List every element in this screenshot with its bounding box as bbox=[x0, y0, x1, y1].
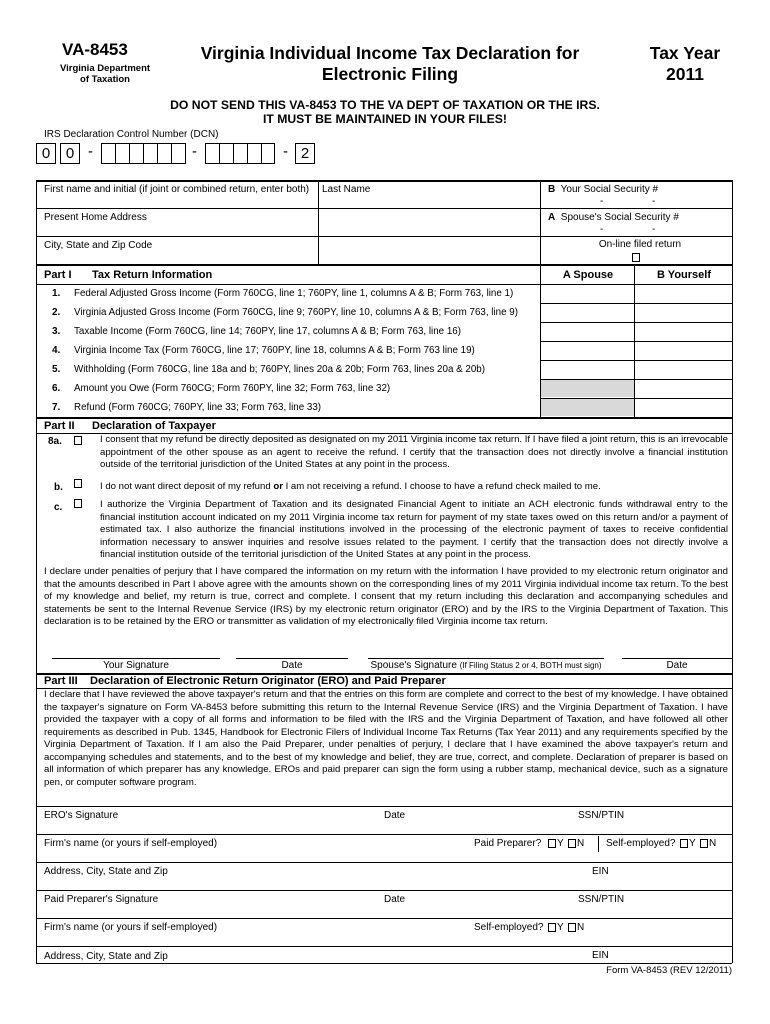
part1-line-spouse-amount[interactable] bbox=[541, 361, 633, 379]
dcn-segment-2[interactable] bbox=[205, 143, 275, 164]
ero-self-employed-yes-label: Y bbox=[689, 838, 696, 849]
part1-line-number: 5. bbox=[52, 364, 61, 375]
part1-line-number: 1. bbox=[52, 288, 61, 299]
part1-label: Part I bbox=[44, 269, 72, 281]
opt-8c-text: I authorize the Virginia Department of Taxation and its designated Financial Agent to initiate an ACH electronic funds withdrawal entry to the financial institution account indicated on my 2011 Virginia income tax return for payment of my state taxes owed on this return and/or a payment of estimated tax. I also authorize the financial institutions involved in the processing of the electronic payment of taxes to receive confidential information necessary to answer inquiries and resolve issues related to the payment. I certify that the transaction does not directly involve a financial institution outside of the territorial jurisdiction of the United States at any point in the process. bbox=[100, 499, 728, 560]
spouse-ssn-dash-2: - bbox=[652, 224, 656, 235]
spouse-ssn-field[interactable] bbox=[548, 212, 679, 224]
ero-date-field[interactable]: Date bbox=[384, 810, 406, 821]
city-state-zip-field[interactable]: City, State and Zip Code bbox=[44, 240, 153, 251]
paid-preparer-yes-label: Y bbox=[557, 838, 564, 849]
ssn-b-prefix: B bbox=[548, 184, 556, 195]
opt-8a-checkbox[interactable] bbox=[74, 436, 82, 445]
first-name-field[interactable]: First name and initial (if joint or combined return, enter both) bbox=[44, 184, 310, 195]
opt-8b-label: b. bbox=[54, 482, 63, 493]
part1-line-yourself-amount[interactable] bbox=[635, 323, 731, 341]
preparer-self-employed-yes-checkbox[interactable] bbox=[548, 923, 556, 932]
part1-line-yourself-amount[interactable] bbox=[635, 342, 731, 360]
preparer-date-field[interactable]: Date bbox=[384, 894, 406, 905]
part1-line-text: Withholding (Form 760CG, line 18a and b; 760PY, lines 20a & 20b; Form 763, lines 20a & 20b) bbox=[74, 364, 485, 375]
online-filed-checkbox[interactable] bbox=[632, 253, 640, 262]
ero-ein-field[interactable]: EIN bbox=[592, 866, 609, 877]
warning-line-2: IT MUST BE MAINTAINED IN YOUR FILES! bbox=[263, 112, 507, 126]
part1-line-text: Refund (Form 760CG; 760PY, line 33; Form 763, line 33) bbox=[74, 402, 322, 413]
dept-line-1: Virginia Department bbox=[59, 63, 151, 74]
part1-line-number: 6. bbox=[52, 383, 61, 394]
ero-signature-field[interactable]: ERO's Signature bbox=[44, 810, 119, 821]
dcn-dash-2: - bbox=[192, 143, 197, 160]
part1-line-spouse-amount[interactable] bbox=[541, 304, 633, 322]
amount-row-divider bbox=[540, 322, 732, 323]
col-b-yourself: B Yourself bbox=[657, 269, 711, 281]
ero-self-employed-no-checkbox[interactable] bbox=[700, 839, 708, 848]
part1-line-spouse-amount bbox=[541, 380, 633, 398]
dcn-digit-last[interactable]: 2 bbox=[295, 143, 315, 164]
spouse-signature-label: Spouse's Signature bbox=[370, 660, 457, 671]
preparer-ssn-ptin-field[interactable]: SSN/PTIN bbox=[578, 894, 625, 905]
preparer-self-employed-yes-label: Y bbox=[557, 922, 564, 933]
form-revision: Form VA-8453 (REV 12/2011) bbox=[606, 965, 732, 976]
ero-ssn-ptin-field[interactable]: SSN/PTIN bbox=[578, 810, 625, 821]
dcn-digit-2[interactable]: 0 bbox=[60, 143, 80, 164]
preparer-self-employed-no-label: N bbox=[577, 922, 585, 933]
opt-8b-checkbox[interactable] bbox=[74, 479, 82, 488]
part1-title: Tax Return Information bbox=[92, 269, 213, 281]
tax-year bbox=[630, 43, 740, 85]
spouse-signature-date[interactable]: Date bbox=[666, 660, 688, 671]
spouse-signature-note: (If Filing Status 2 or 4, BOTH must sign) bbox=[459, 661, 602, 670]
amount-row-divider bbox=[540, 303, 732, 304]
paid-preparer-no-checkbox[interactable] bbox=[568, 839, 576, 848]
ero-firm-name-field[interactable]: Firm's name (or yours if self-employed) bbox=[44, 838, 218, 849]
part1-line-text: Taxable Income (Form 760CG, line 14; 760PY, line 17, columns A & B; Form 763, line 16) bbox=[74, 326, 461, 337]
opt-8a-label: 8a. bbox=[48, 436, 62, 447]
opt-8b-or: or bbox=[273, 481, 283, 492]
opt-8b-text bbox=[100, 481, 728, 494]
preparer-firm-name-field[interactable]: Firm's name (or yours if self-employed) bbox=[44, 922, 218, 933]
ero-self-employed-yes-checkbox[interactable] bbox=[680, 839, 688, 848]
preparer-self-employed-question: Self-employed? bbox=[474, 922, 544, 933]
department-name bbox=[50, 63, 160, 85]
paid-preparer-question: Paid Preparer? bbox=[474, 838, 542, 849]
col-a-spouse: A Spouse bbox=[562, 269, 614, 281]
form-title bbox=[180, 43, 600, 85]
part1-line-number: 3. bbox=[52, 326, 61, 337]
part1-line-yourself-amount[interactable] bbox=[635, 380, 731, 398]
part1-line-spouse-amount[interactable] bbox=[541, 323, 633, 341]
your-ssn-field[interactable] bbox=[548, 184, 658, 196]
dcn-dash-1: - bbox=[88, 143, 93, 160]
spouse-ssn-dash-1: - bbox=[600, 224, 604, 235]
part1-line-text: Federal Adjusted Gross Income (Form 760CG, line 1; 760PY, line 1, columns A & B; Form 763, line 1) bbox=[74, 288, 514, 299]
part1-line-text: Virginia Income Tax (Form 760CG, line 17; 760PY, line 18, columns A & B; Form 763 line 19) bbox=[74, 345, 475, 356]
dcn-digit-1[interactable]: 0 bbox=[36, 143, 56, 164]
amount-row-divider bbox=[540, 398, 732, 399]
your-signature-date[interactable]: Date bbox=[281, 660, 303, 671]
part3-title: Declaration of Electronic Return Originator (ERO) and Paid Preparer bbox=[90, 675, 446, 687]
your-signature-line[interactable]: Your Signature bbox=[103, 660, 169, 671]
amount-row-divider bbox=[540, 379, 732, 380]
tax-year-value: 2011 bbox=[666, 64, 704, 84]
online-filed-label: On-line filed return bbox=[598, 239, 682, 250]
part2-title: Declaration of Taxpayer bbox=[92, 420, 216, 432]
part1-line-yourself-amount[interactable] bbox=[635, 285, 731, 303]
ero-address-field[interactable]: Address, City, State and Zip bbox=[44, 866, 168, 877]
dcn-dash-3: - bbox=[283, 143, 288, 160]
ssn-label: Your Social Security # bbox=[560, 184, 659, 195]
tax-year-label: Tax Year bbox=[649, 43, 721, 63]
preparer-ein-field[interactable]: EIN bbox=[592, 950, 609, 961]
warning bbox=[40, 98, 730, 126]
opt-8b-text-1: I do not want direct deposit of my refund bbox=[100, 481, 274, 492]
ero-declaration: I declare that I have reviewed the above taxpayer's return and that the entries on this form are complete and correct to the best of my knowledge. I have obtained the taxpayer's signature on Form VA-8453 before submitting this return to the Internal Revenue Service (IRS) and the Virginia Department of Taxation. I have provided the taxpayer with a copy of all forms and information to be filed with the IRS and the Virginia Department of Taxation, and have followed all other requirements as described in Pub. 1345, Handbook for Electronic Filers of Individual Income Tax Returns (Tax Year 2011) and any requirements specified by the Virginia Department of Taxation. If I am also the Paid Preparer, under penalties of perjury, I declare that I have examined the above taxpayer's return and accompanying schedules and statements, and to the best of my knowledge and belief, they are true, correct, and complete. Declaration of preparer is based on all information of which preparer has any knowledge. EROs and paid preparer can sign the form using a rubber stamp, mechanical device, such as a signature pen, or computer software program. bbox=[44, 689, 728, 788]
ssn-dash-1: - bbox=[600, 196, 604, 207]
paid-preparer-no-label: N bbox=[577, 838, 585, 849]
form-id: VA-8453 bbox=[62, 40, 128, 59]
part1-line-spouse-amount[interactable] bbox=[541, 285, 633, 303]
spouse-ssn-label: Spouse's Social Security # bbox=[560, 212, 679, 223]
paid-preparer-yes-checkbox[interactable] bbox=[548, 839, 556, 848]
title-line-2: Electronic Filing bbox=[321, 64, 459, 84]
opt-8c-label: c. bbox=[54, 502, 63, 513]
opt-8b-text-2: I am not receiving a refund. I choose to have a refund check mailed to me. bbox=[282, 481, 601, 492]
opt-8c-checkbox[interactable] bbox=[74, 499, 82, 508]
part1-line-spouse-amount[interactable] bbox=[541, 342, 633, 360]
ssn-dash-2: - bbox=[652, 196, 656, 207]
warning-line-1: DO NOT SEND THIS VA-8453 TO THE VA DEPT OF TAXATION OR THE IRS. bbox=[170, 98, 600, 112]
part1-line-spouse-amount bbox=[541, 399, 633, 417]
ero-self-employed-no-label: N bbox=[709, 838, 717, 849]
ero-self-employed-question: Self-employed? bbox=[606, 838, 676, 849]
dept-line-2: of Taxation bbox=[80, 74, 130, 85]
home-address-field[interactable]: Present Home Address bbox=[44, 212, 147, 223]
part1-line-number: 2. bbox=[52, 307, 61, 318]
opt-8a-text: I consent that my refund be directly deposited as designated on my 2011 Virginia income tax return. If I have filed a joint return, this is an irrevocable appointment of the other spouse as an agent to receive the refund. I certify that the transaction does not directly involve a financial institution outside of the territorial jurisdiction of the United States at any point in the process. bbox=[100, 434, 728, 470]
preparer-self-employed-no-checkbox[interactable] bbox=[568, 923, 576, 932]
part3-label: Part III bbox=[44, 675, 78, 687]
amount-row-divider bbox=[540, 360, 732, 361]
taxpayer-declaration: I declare under penalties of perjury that I have compared the information on my return with the information I have provided to my electronic return originator and that the amounts described in Part I above agree with the amounts shown on the corresponding lines of my 2011 Virginia individual income tax return. To the best of my knowledge and belief, my return is true, correct and complete. I consent that my return including this declaration and accompanying schedules and statements be sent to the Internal Revenue Service (IRS) by my electronic return originator (ERO) and by the IRS to the Virginia Department of Taxation. This declaration is to be retained by the ERO or transmitter as validation of my electronically filed Virginia income tax return. bbox=[44, 566, 728, 627]
spouse-ssn-a-prefix: A bbox=[548, 212, 556, 223]
part2-label: Part II bbox=[44, 420, 75, 432]
title-line-1: Virginia Individual Income Tax Declaration for bbox=[200, 43, 580, 63]
part1-line-yourself-amount[interactable] bbox=[635, 361, 731, 379]
part1-line-number: 4. bbox=[52, 345, 61, 356]
dcn-segment-1[interactable] bbox=[101, 143, 186, 164]
dcn-label: IRS Declaration Control Number (DCN) bbox=[44, 129, 219, 140]
part1-line-yourself-amount[interactable] bbox=[635, 399, 731, 417]
preparer-signature-field[interactable]: Paid Preparer's Signature bbox=[44, 894, 159, 905]
last-name-field[interactable]: Last Name bbox=[322, 184, 371, 195]
part1-line-text: Virginia Adjusted Gross Income (Form 760CG, line 9; 760PY, line 10, columns A & B; Form 763, line 9) bbox=[74, 307, 518, 318]
part1-line-text: Amount you Owe (Form 760CG; Form 760PY, line 32; Form 763, line 32) bbox=[74, 383, 391, 394]
preparer-address-field[interactable]: Address, City, State and Zip bbox=[44, 951, 168, 962]
amount-row-divider bbox=[540, 341, 732, 342]
spouse-signature-line[interactable] bbox=[368, 660, 604, 672]
part1-line-yourself-amount[interactable] bbox=[635, 304, 731, 322]
part1-line-number: 7. bbox=[52, 402, 61, 413]
